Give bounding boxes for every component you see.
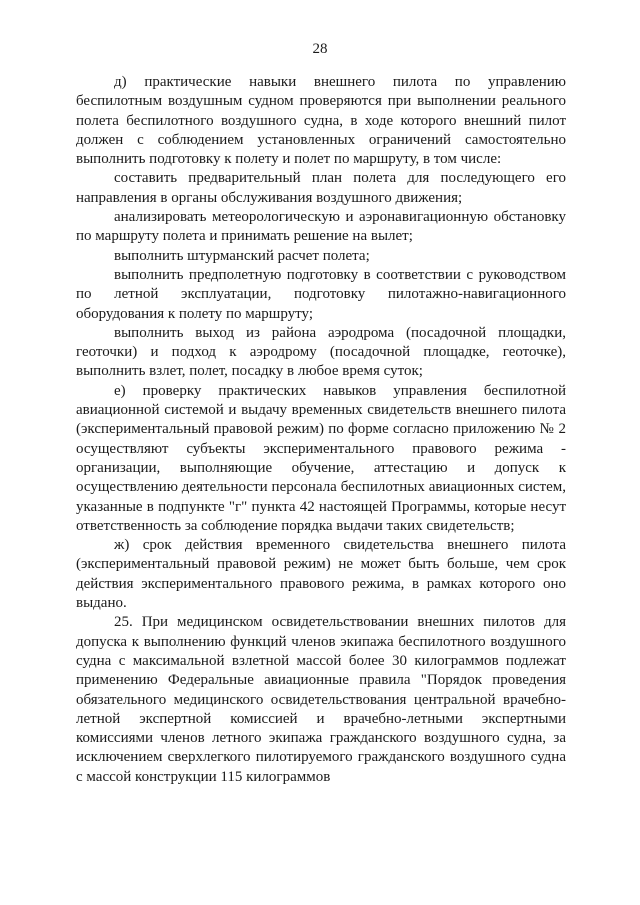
paragraph-zh: ж) срок действия временного свидетельства внешнего пилота (экспериментальный правовой режим) не может быть больше, чем срок действия экспериментального правового режима, в рамках которого оно выдано. [76, 537, 566, 612]
paragraph-exit-approach: выполнить выход из района аэродрома (посадочной площадки, геоточки) и подход к аэродрому (посадочной площадке, геоточке), выполнить взлет, полет, посадку в любое время суток; [76, 324, 566, 380]
document-body [76, 73, 566, 787]
page-number: 28 [312, 41, 328, 57]
paragraph-preflight: выполнить предполетную подготовку в соответствии с руководством по летной эксплуатации, подготовку пилотажно-навигационного оборудования к полету по маршруту; [76, 266, 566, 322]
paragraph-25: 25. При медицинском освидетельствовании внешних пилотов для допуска к выполнению функций членов экипажа беспилотного воздушного судна с максимальной взлетной массой более 30 килограммов подлежат применению Федеральные авиационные правила "Порядок проведения обязательного медицинского освидетельствования центральной врачебно-летной экспертной комиссией и врачебно-летными экспертными комиссиями членов летного экипажа гражданского воздушного судна, за исключением сверхлегкого пилотируемого гражданского воздушного судна с массой конструкции 115 килограммов [76, 614, 566, 785]
paragraph-plan: составить предварительный план полета для последующего его направления в органы обслуживания воздушного движения; [76, 170, 566, 206]
paragraph-e: е) проверку практических навыков управления беспилотной авиационной системой и выдачу временных свидетельств внешнего пилота (экспериментальный правовой режим) по форме согласно приложению № 2 осуществляют субъекты экспериментального правового режима - организации, выполняющие обучение, аттестацию и допуск к осуществлению деятельности персонала беспилотных авиационных систем, указанные в подпункте "г" пункта 42 настоящей Программы, которые несут ответственность за соблюдение порядка выдачи таких свидетельств; [76, 382, 566, 534]
paragraph-d: д) практические навыки внешнего пилота по управлению беспилотным воздушным судном проверяются при выполнении реального полета беспилотного воздушного судна, в ходе которого внешний пилот должен с соблюдением установленных ограничений самостоятельно выполнить подготовку к полету и полет по маршруту, в том числе: [76, 74, 566, 168]
paragraph-calculation: выполнить штурманский расчет полета; [114, 247, 370, 264]
paragraph-analyze: анализировать метеорологическую и аэронавигационную обстановку по маршруту полета и принимать решение на вылет; [76, 209, 566, 245]
